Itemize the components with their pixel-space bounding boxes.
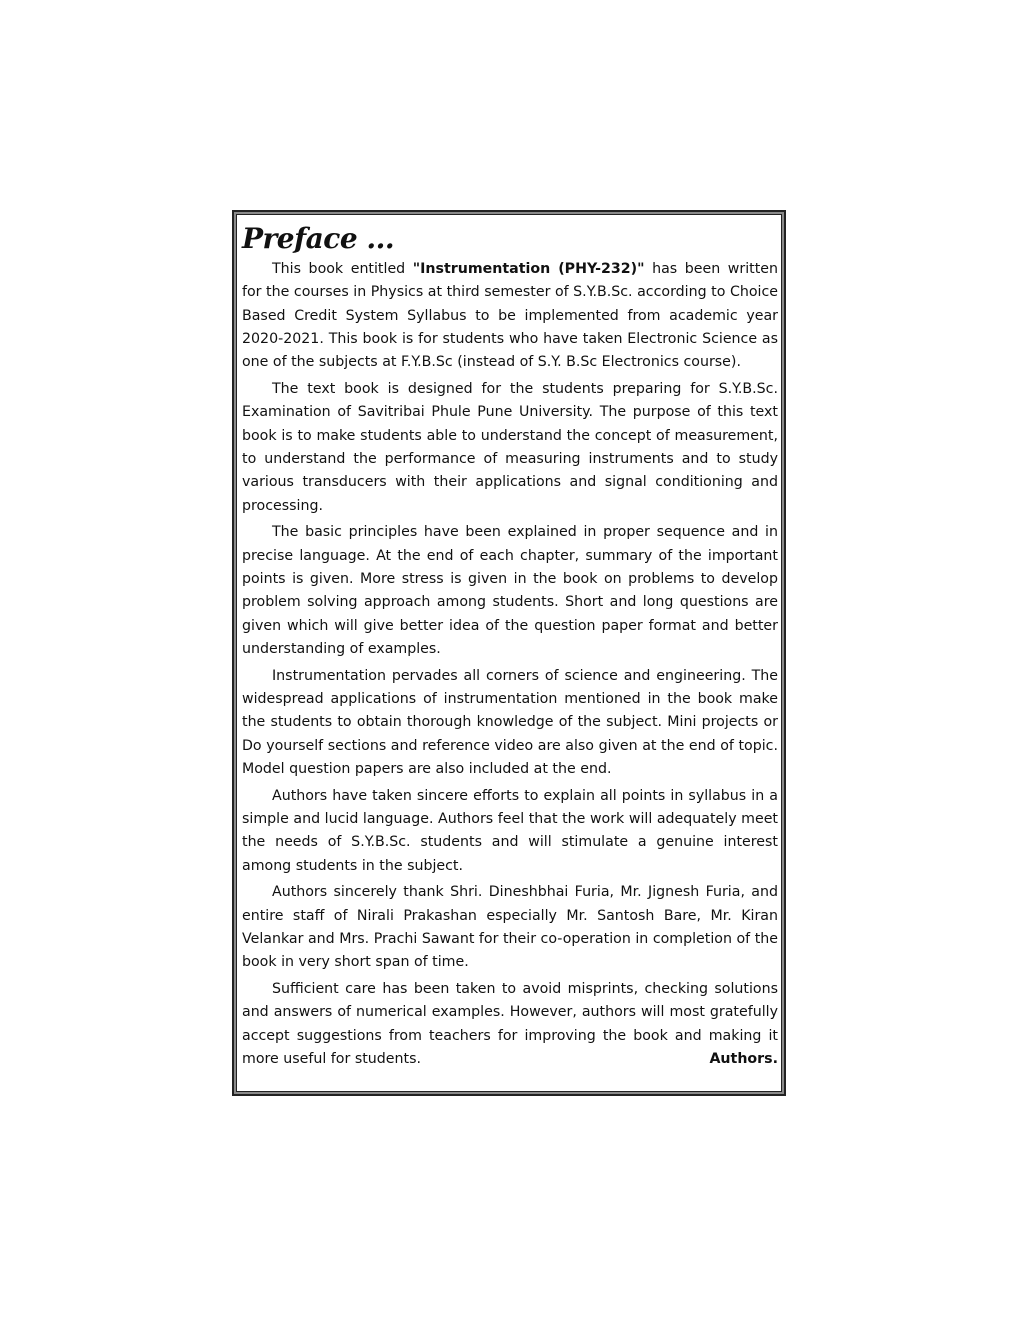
paragraph-3: The basic principles have been explained in proper sequence and in precise language. At the end of each chapter, summary of the important points is given. More stress is given in the book on problems to develop problem solving approach among students. Short and long questions are given which will give better idea of the question paper format and better understanding of examples. bbox=[242, 524, 778, 658]
page-title: Preface ... bbox=[242, 222, 395, 255]
signature: Authors. bbox=[709, 1051, 778, 1068]
paragraph-text: Sufficient care has been taken to avoid misprints, checking solutions and answers of numerical examples. However, authors will most gratefully accept suggestions from teachers for improving the book and making it more useful for students. bbox=[242, 981, 778, 1068]
book-title: "Instrumentation (PHY-232)" bbox=[412, 261, 645, 277]
preface-content bbox=[240, 218, 778, 1088]
paragraph-5: Authors have taken sincere efforts to explain all points in syllabus in a simple and lucid language. Authors feel that the work will adequately meet the needs of S.Y.B.Sc. students and will stimulate a genuine interest among students in the subject. bbox=[242, 787, 778, 874]
paragraph-7 bbox=[240, 978, 778, 1071]
paragraph-6: Authors sincerely thank Shri. Dineshbhai Furia, Mr. Jignesh Furia, and entire staff of Nirali Prakashan especially Mr. Santosh Bare, Mr. Kiran Velankar and Mrs. Prachi Sawant for their co-operation in completion of the book in very short span of time. bbox=[242, 884, 778, 971]
paragraph-text: has been written for the courses in Physics at third semester of S.Y.B.Sc. according to Choice Based Credit System Syllabus to be implemented from academic year 2020-2021. This book is for students who have taken Electronic Science as one of the subjects at F.Y.B.Sc (instead of S.Y. B.Sc Electronics course). bbox=[242, 261, 778, 371]
preface-frame bbox=[232, 210, 786, 1096]
paragraph-2: The text book is designed for the students preparing for S.Y.B.Sc. Examination of Savitribai Phule Pune University. The purpose of this text book is to make students able to understand the concept of measurement, to understand the performance of measuring instruments and to study various transducers with their applications and signal conditioning and processing. bbox=[242, 381, 778, 514]
paragraph-text: This book entitled bbox=[272, 261, 413, 277]
paragraph-4: Instrumentation pervades all corners of science and engineering. The widespread applications of instrumentation mentioned in the book make the students to obtain thorough knowledge of the subject. Mini projects or Do yourself sections and reference video are also given at the end of topic. Model question papers are also included at the end. bbox=[242, 667, 778, 778]
paragraph-1 bbox=[240, 258, 778, 375]
